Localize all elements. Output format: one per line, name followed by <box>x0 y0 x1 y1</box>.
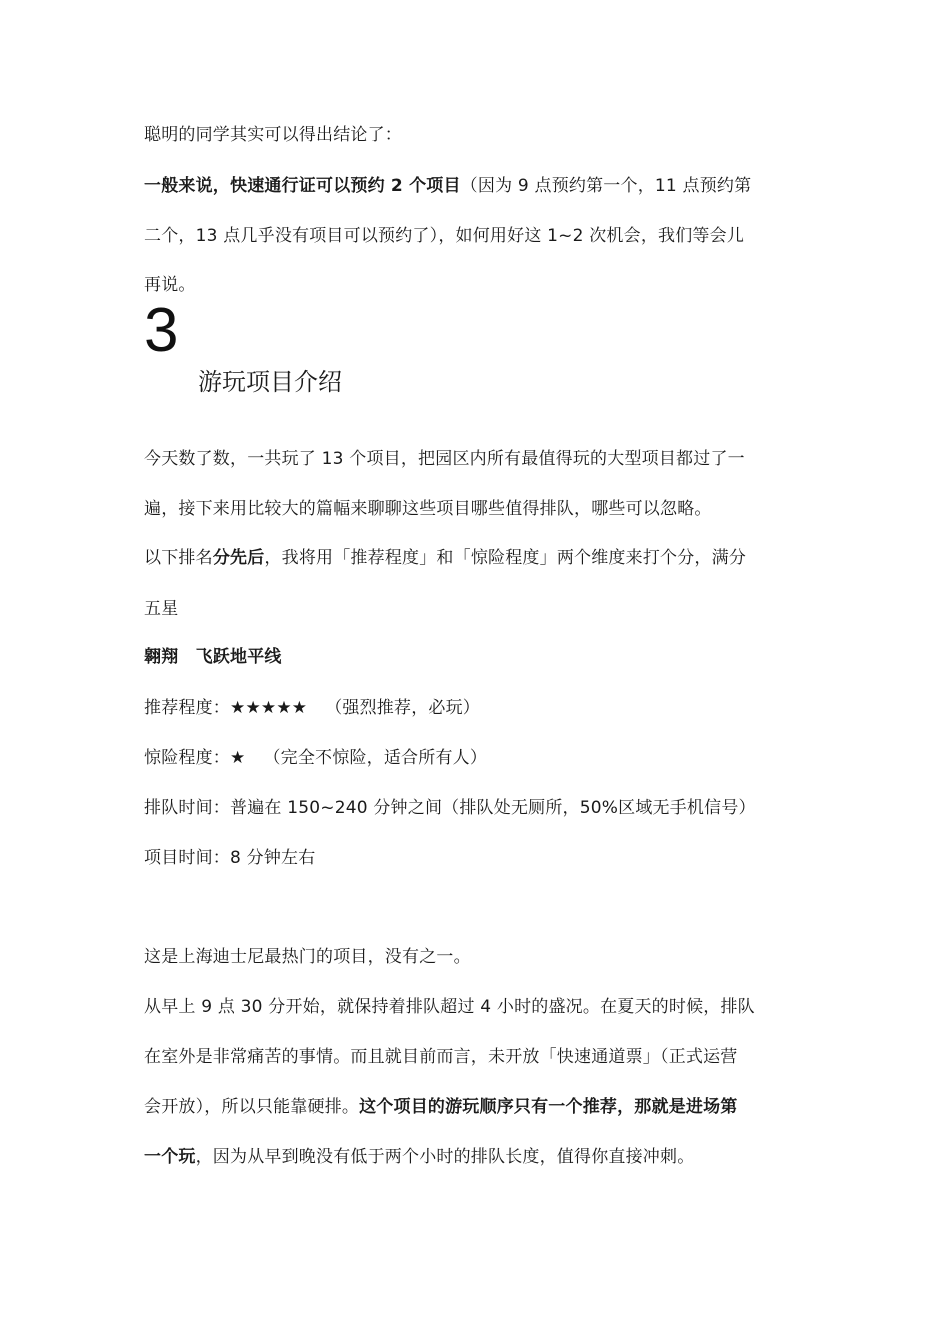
paragraph-fastpass-line1 <box>144 174 751 198</box>
recommend-label: 推荐程度： <box>144 698 230 718</box>
description-line5-bold: 一个玩 <box>144 1147 196 1167</box>
description-line2-text: 从早上 9 点 30 分开始，就保持着排队超过 4 小时的盛况。在夏天的时候，排队 <box>144 997 755 1017</box>
fastpass-line2-text: 二个，13 点几乎没有项目可以预约了），如何用好这 1~2 次机会，我们等会儿 <box>144 226 745 246</box>
description-line2 <box>144 995 755 1019</box>
fastpass-line3-text: 再说。 <box>144 275 196 295</box>
description-line4 <box>144 1095 738 1119</box>
overview-line3 <box>144 546 746 570</box>
overview-line2-text: 遍，接下来用比较大的篇幅来聊聊这些项目哪些值得排队，哪些可以忽略。 <box>144 499 712 519</box>
queue-time-row <box>144 796 756 820</box>
overview-line2 <box>144 497 712 521</box>
thrill-label: 惊险程度： <box>144 748 230 768</box>
overview-line3-bold: 分先后 <box>212 548 265 568</box>
fastpass-explanation: （因为 9 点预约第一个，11 点预约第 <box>460 176 752 196</box>
overview-line1 <box>144 447 745 471</box>
paragraph-fastpass-line2 <box>144 224 744 248</box>
recommend-note: （强烈推荐，必玩） <box>325 698 481 718</box>
overview-line1-text: 今天数了数，一共玩了 13 个项目，把园区内所有最值得玩的大型项目都过了一 <box>144 449 745 469</box>
description-line1-text: 这是上海迪士尼最热门的项目，没有之一。 <box>144 947 471 967</box>
ride-duration-text: 项目时间：8 分钟左右 <box>144 848 316 868</box>
conclusion-lead <box>144 123 402 147</box>
description-line1 <box>144 945 471 969</box>
thrill-note: （完全不惊险，适合所有人） <box>263 748 488 768</box>
description-line3 <box>144 1045 738 1069</box>
description-line3-text: 在室外是非常痛苦的事情。而且就目前而言，未开放「快速通道票」（正式运营 <box>144 1047 738 1067</box>
paragraph-fastpass-line3 <box>144 273 196 297</box>
overview-line3-pre: 以下排名 <box>144 548 213 568</box>
recommend-stars: ★★★★★ <box>230 698 308 718</box>
description-line5 <box>144 1145 694 1169</box>
thrill-stars: ★ <box>230 748 246 768</box>
ride-name: 翱翔 飞跃地平线 <box>144 647 282 667</box>
section-number: 3 <box>144 296 179 365</box>
section-title: 游玩项目介绍 <box>198 368 342 396</box>
overview-line4-text: 五星 <box>144 599 179 619</box>
recommend-rating-row <box>144 696 480 720</box>
description-line4-pre: 会开放），所以只能靠硬排。 <box>144 1097 360 1117</box>
conclusion-lead-text: 聪明的同学其实可以得出结论了： <box>144 125 402 145</box>
overview-line3-post: ，我将用「推荐程度」和「惊险程度」两个维度来打个分，满分 <box>264 548 747 568</box>
overview-line4 <box>144 597 178 621</box>
description-line5-post: ，因为从早到晚没有低于两个小时的排队长度，值得你直接冲刺。 <box>195 1147 695 1167</box>
ride-name-heading <box>144 645 282 669</box>
description-line4-bold: 这个项目的游玩顺序只有一个推荐，那就是进场第 <box>359 1097 738 1117</box>
thrill-rating-row <box>144 746 487 770</box>
ride-duration-row <box>144 846 315 870</box>
queue-time-text: 排队时间：普遍在 150~240 分钟之间（排队处无厕所，50%区域无手机信号） <box>144 798 756 818</box>
fastpass-bold-statement: 一般来说，快速通行证可以预约 2 个项目 <box>144 176 461 196</box>
